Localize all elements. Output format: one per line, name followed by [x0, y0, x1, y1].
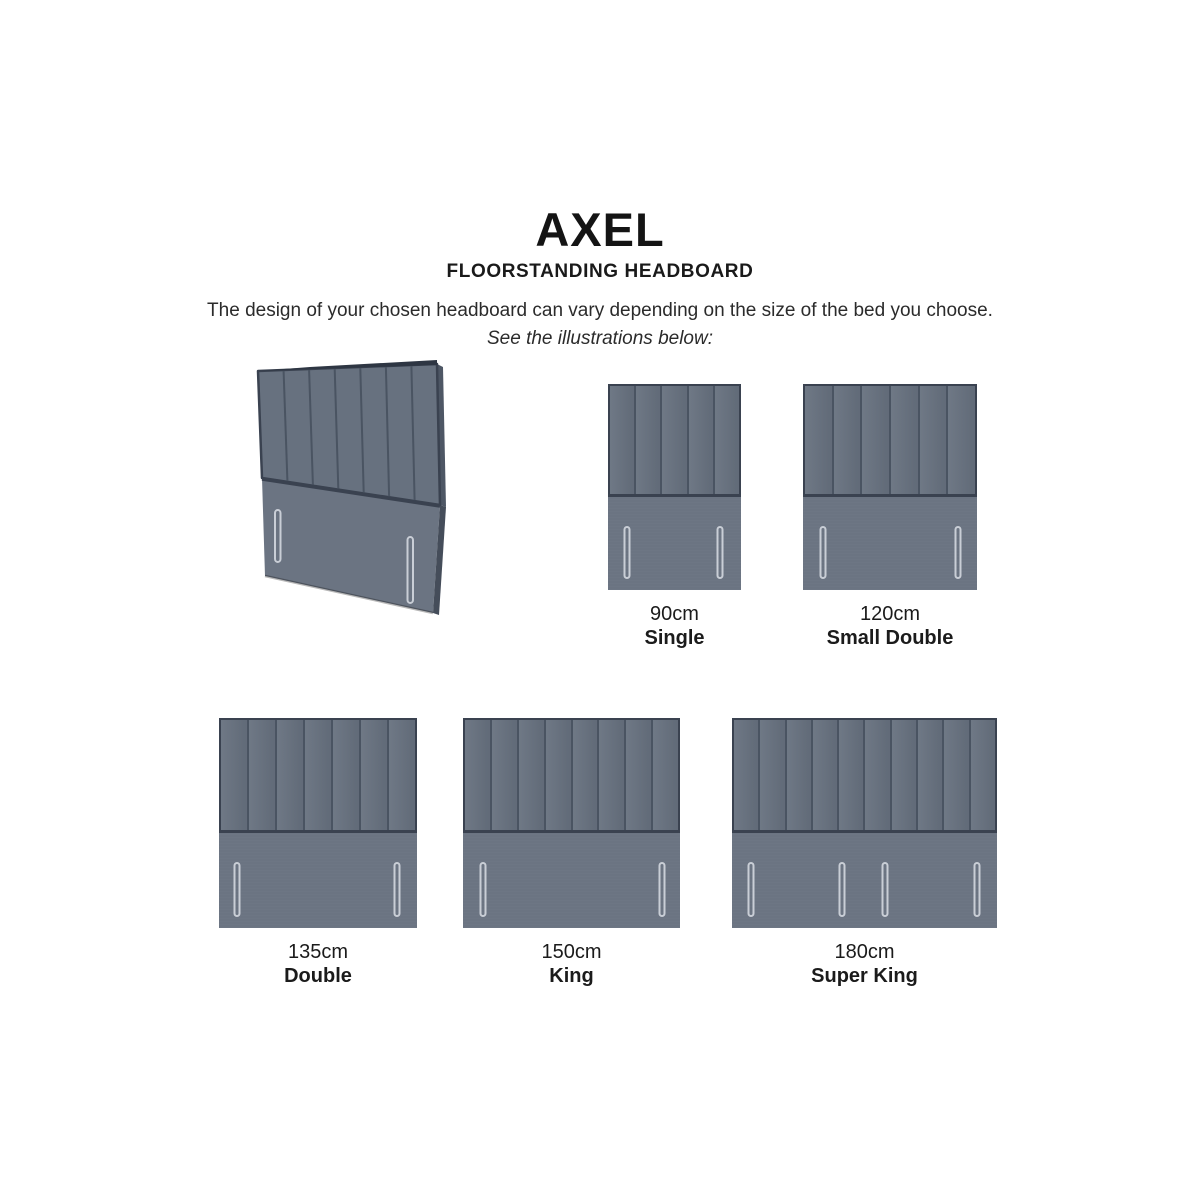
fixing-slot: [479, 862, 486, 916]
fixing-slot: [658, 862, 665, 916]
fixing-slot: [624, 526, 631, 579]
headboard-front-illustration: [463, 718, 680, 928]
vertical-channel-panel: [813, 720, 839, 830]
fixing-slot: [838, 862, 845, 916]
variant-size-label: 90cm: [650, 603, 699, 625]
vertical-channel-panel: [249, 720, 277, 830]
variant-caption: [803, 603, 977, 649]
headboard-front-illustration: [803, 384, 977, 590]
variant-caption: [463, 941, 680, 987]
variant-size-label: 120cm: [859, 603, 921, 625]
variant-name-label: Single: [644, 627, 705, 649]
vertical-channel-panel: [662, 386, 688, 494]
headboard-base-section: [732, 833, 997, 928]
page-subtitle: FLOORSTANDING HEADBOARD: [446, 261, 754, 282]
vertical-channel-panel: [760, 720, 786, 830]
vertical-channel-panel: [948, 386, 975, 494]
vertical-channel-panel: [944, 720, 970, 830]
variant-name-label: Double: [284, 965, 352, 987]
page-title: AXEL: [535, 203, 665, 256]
vertical-channel-panel: [865, 720, 891, 830]
vertical-channel-panel: [389, 720, 415, 830]
vertical-channel-panel: [519, 720, 546, 830]
vertical-channel-panel: [636, 386, 662, 494]
variant-small-double: [803, 384, 977, 649]
headboard-upholstered-panel: [732, 718, 997, 833]
variant-size-label: 180cm: [834, 941, 895, 963]
fixing-slot: [717, 526, 724, 579]
fixing-slot: [881, 862, 888, 916]
headboard-base-section: [608, 497, 741, 590]
perspective-headboard-svg: [250, 358, 450, 620]
variant-caption: [732, 941, 997, 987]
variant-single: [608, 384, 741, 649]
headboard-base-section: [219, 833, 417, 928]
variant-caption: [608, 603, 741, 649]
vertical-channel-panel: [891, 386, 920, 494]
headboard-base-section: [463, 833, 680, 928]
variant-king: [463, 718, 680, 987]
vertical-channel-panel: [834, 386, 863, 494]
vertical-channel-panel: [492, 720, 519, 830]
fixing-slot: [973, 862, 980, 916]
headboard-upholstered-panel: [219, 718, 417, 833]
vertical-channel-panel: [734, 720, 760, 830]
headboard-upholstered-panel: [803, 384, 977, 497]
vertical-channel-panel: [599, 720, 626, 830]
note-text: See the illustrations below:: [486, 328, 713, 349]
variant-size-label: 150cm: [541, 941, 602, 963]
vertical-channel-panel: [546, 720, 573, 830]
variant-double: [219, 718, 417, 987]
vertical-channel-panel: [918, 720, 944, 830]
fixing-slot: [748, 862, 755, 916]
header: [0, 203, 1200, 350]
fixing-slot: [394, 862, 401, 916]
vertical-channel-panel: [862, 386, 891, 494]
headboard-upholstered-panel: [608, 384, 741, 497]
vertical-channel-panel: [465, 720, 492, 830]
vertical-channel-panel: [715, 386, 739, 494]
fixing-slot: [954, 526, 961, 579]
variant-caption: [219, 941, 417, 987]
headboard-front-illustration: [608, 384, 741, 590]
vertical-channel-panel: [277, 720, 305, 830]
vertical-channel-panel: [610, 386, 636, 494]
vertical-channel-panel: [971, 720, 995, 830]
vertical-channel-panel: [839, 720, 865, 830]
variant-super-king: [732, 718, 997, 987]
variant-name-label: Small Double: [826, 627, 954, 649]
fixing-slot: [233, 862, 240, 916]
vertical-channel-panel: [653, 720, 678, 830]
variant-name-label: Super King: [811, 965, 918, 987]
vertical-channel-panel: [787, 720, 813, 830]
headboard-base-section: [803, 497, 977, 590]
vertical-channel-panel: [920, 386, 949, 494]
fixing-slot: [820, 526, 827, 579]
variant-name-label: King: [549, 965, 594, 987]
vertical-channel-panel: [892, 720, 918, 830]
vertical-channel-panel: [805, 386, 834, 494]
vertical-channel-panel: [573, 720, 600, 830]
vertical-channel-panel: [305, 720, 333, 830]
variant-size-label: 135cm: [287, 941, 349, 963]
headboard-upholstered-panel: [463, 718, 680, 833]
headboard-front-illustration: [732, 718, 997, 928]
vertical-channel-panel: [333, 720, 361, 830]
vertical-channel-panel: [626, 720, 653, 830]
headboard-front-illustration: [219, 718, 417, 928]
perspective-headboard-illustration: [250, 358, 450, 620]
vertical-channel-panel: [361, 720, 389, 830]
vertical-channel-panel: [221, 720, 249, 830]
description-text: The design of your chosen headboard can vary depending on the size of the bed you choose.: [207, 300, 993, 321]
vertical-channel-panel: [689, 386, 715, 494]
